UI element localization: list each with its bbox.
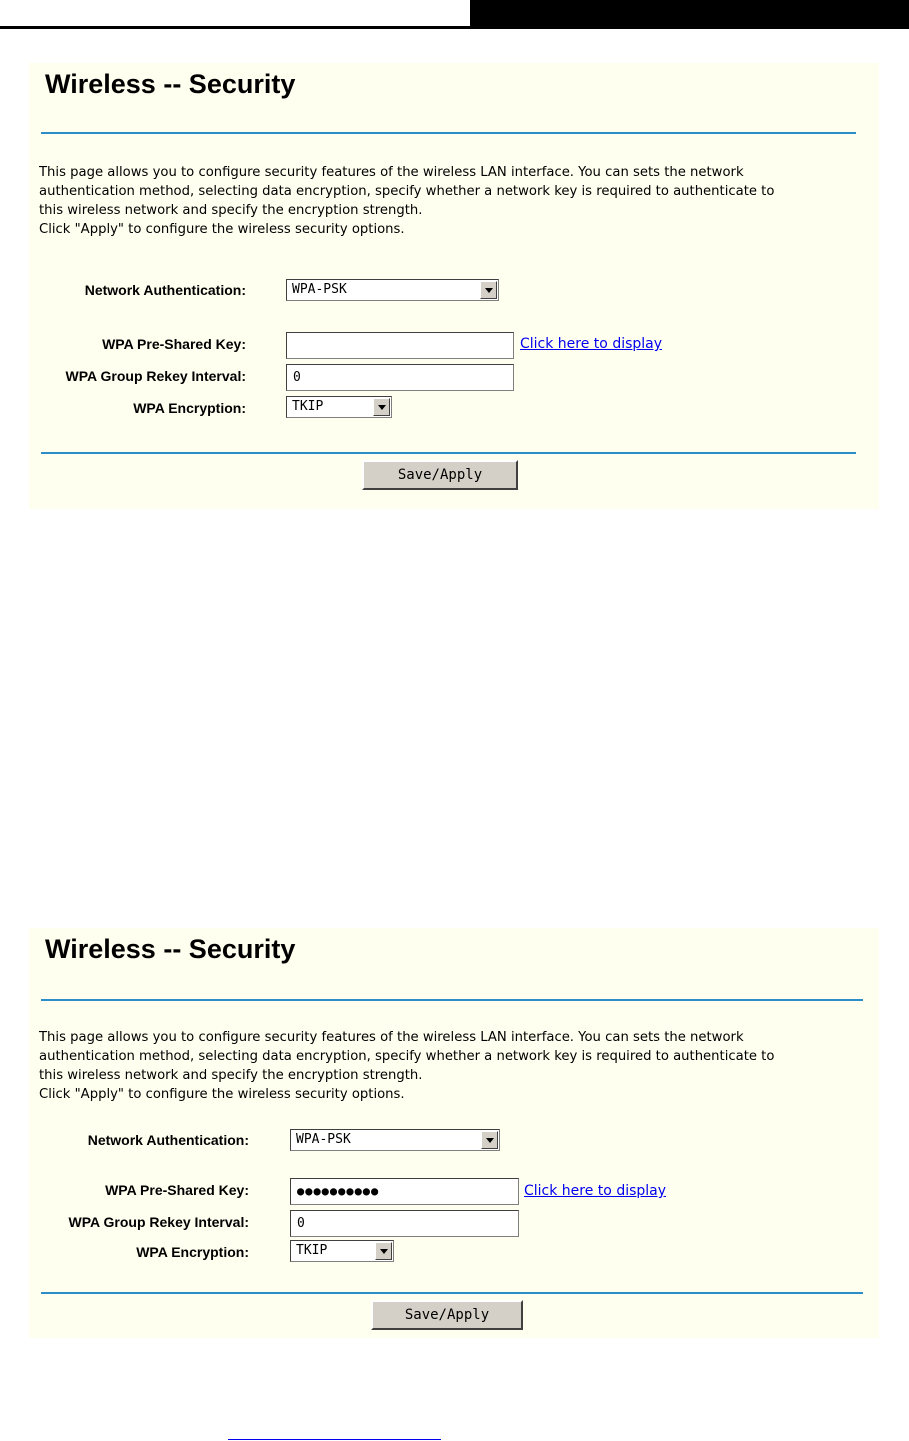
pre-shared-key-label: WPA Pre-Shared Key: xyxy=(102,336,246,352)
security-panel-2 xyxy=(29,928,879,1338)
header-black-bar xyxy=(470,0,909,26)
encryption-select[interactable] xyxy=(286,396,392,418)
encryption-label: WPA Encryption: xyxy=(136,1244,249,1260)
save-apply-button[interactable]: Save/Apply xyxy=(362,460,518,490)
network-authentication-label: Network Authentication: xyxy=(84,282,246,298)
chevron-down-icon[interactable] xyxy=(480,281,497,299)
page-title: Wireless -- Security xyxy=(45,69,296,99)
document-header xyxy=(0,0,909,34)
bottom-link-underline xyxy=(228,1439,441,1440)
chevron-down-icon[interactable] xyxy=(375,1242,392,1260)
rekey-interval-label: WPA Group Rekey Interval: xyxy=(65,368,246,384)
pre-shared-key-input[interactable]: ●●●●●●●●●● xyxy=(290,1178,519,1205)
rekey-interval-input[interactable]: 0 xyxy=(290,1210,519,1237)
display-key-link[interactable]: Click here to display xyxy=(520,336,663,352)
encryption-value: TKIP xyxy=(296,1243,328,1258)
encryption-label: WPA Encryption: xyxy=(133,400,246,416)
network-authentication-value: WPA-PSK xyxy=(292,282,347,297)
bottom-divider xyxy=(41,452,856,454)
network-authentication-select[interactable] xyxy=(286,279,499,301)
encryption-value: TKIP xyxy=(292,399,324,414)
page-title: Wireless -- Security xyxy=(45,934,296,964)
save-apply-button[interactable]: Save/Apply xyxy=(371,1300,523,1330)
chevron-down-icon[interactable] xyxy=(373,398,390,416)
pre-shared-key-label: WPA Pre-Shared Key: xyxy=(105,1182,249,1198)
display-key-link[interactable]: Click here to display xyxy=(524,1183,667,1199)
encryption-select[interactable] xyxy=(290,1240,394,1262)
network-authentication-select[interactable] xyxy=(290,1129,500,1151)
description-text: This page allows you to configure security features of the wireless LAN interface. You can sets the network authentication method, selecting data encryption, specify whether a network key is required to authenticate to this wireless network and specify the encryption strength. Click "Apply" to configure the wireless security options. xyxy=(39,1030,775,1102)
pre-shared-key-input[interactable] xyxy=(286,332,514,359)
rekey-interval-input[interactable]: 0 xyxy=(286,364,514,391)
security-panel-1 xyxy=(29,63,879,509)
network-authentication-label: Network Authentication: xyxy=(87,1132,249,1148)
rekey-interval-label: WPA Group Rekey Interval: xyxy=(68,1214,249,1230)
bottom-divider xyxy=(41,1292,863,1294)
chevron-down-icon[interactable] xyxy=(481,1131,498,1149)
top-divider xyxy=(41,999,863,1001)
top-divider xyxy=(41,132,856,134)
description-text: This page allows you to configure security features of the wireless LAN interface. You can sets the network authentication method, selecting data encryption, specify whether a network key is required to authenticate to this wireless network and specify the encryption strength. Click "Apply" to configure the wireless security options. xyxy=(39,165,775,237)
network-authentication-value: WPA-PSK xyxy=(296,1132,351,1147)
header-rule xyxy=(0,26,909,29)
